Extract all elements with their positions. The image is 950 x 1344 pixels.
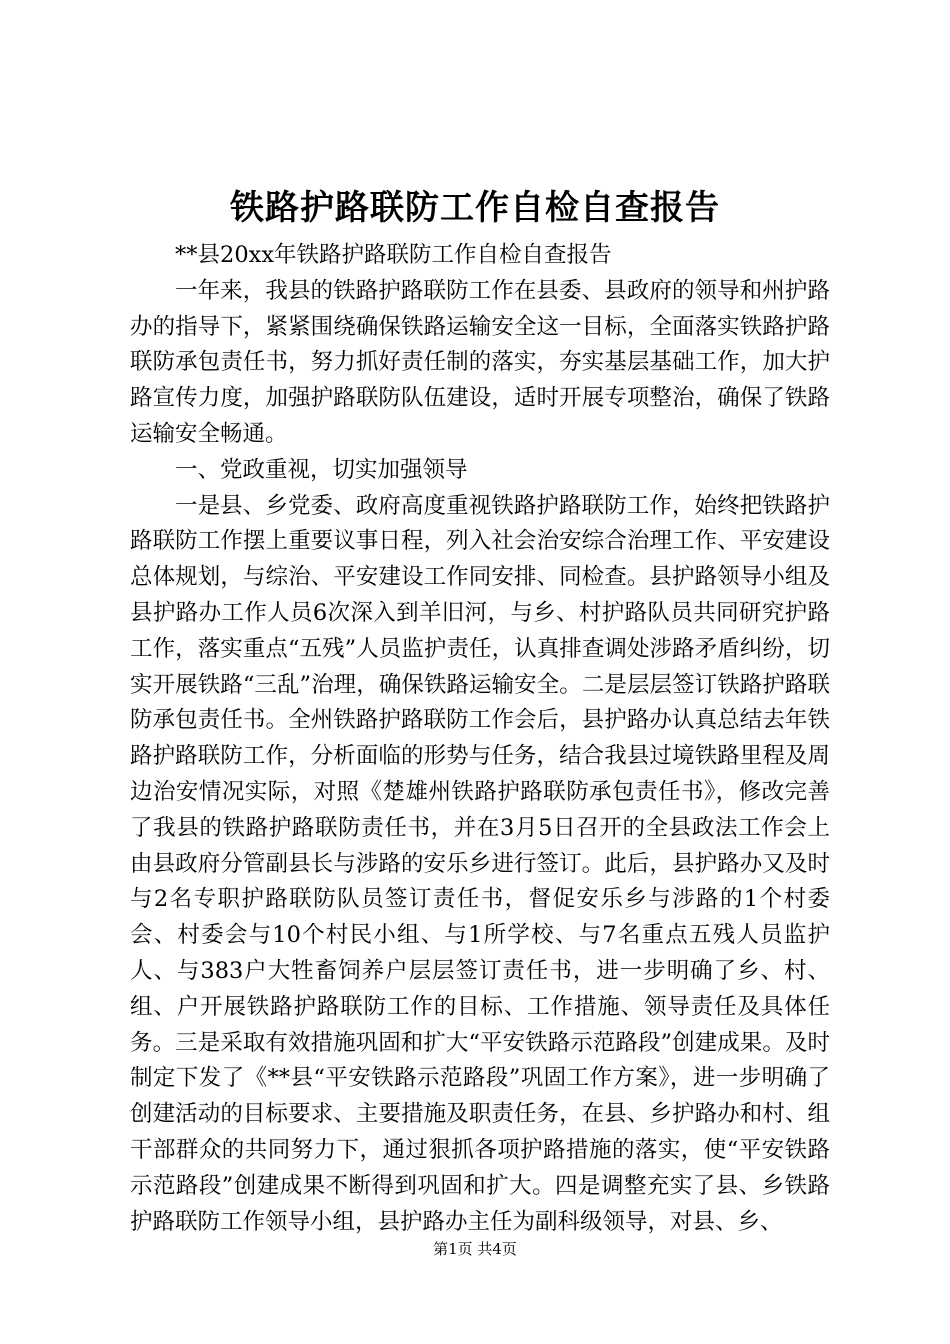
paragraph-section-1: 一是县、乡党委、政府高度重视铁路护路联防工作，始终把铁路护路联防工作摆上重要议事日程，列入社会治安综合治理工作、平安建设总体规划，与综治、平安建设工作同安排、同检查。县护路领导小组及县护路办工作人员6次深入到羊旧河，与乡、村护路队员共同研究护路工作，落实重点“五残”人员监护责任，认真排查调处涉路矛盾纠纷，切实开展铁路“三乱”治理，确保铁路运输安全。二是层层签订铁路护路联防承包责任书。全州铁路护路联防工作会后，县护路办认真总结去年铁路护路联防工作，分析面临的形势与任务，结合我县过境铁路里程及周边治安情况实际，对照《楚雄州铁路护路联防承包责任书》，修改完善了我县的铁路护路联防责任书，并在3月5日召开的全县政法工作会上由县政府分管副县长与涉路的安乐乡进行签订。此后，县护路办又及时与2名专职护路联防队员签订责任书，督促安乐乡与涉路的1个村委会、村委会与10个村民小组、与1所学校、与7名重点五残人员监护人、与383户大牲畜饲养户层层签订责任书，进一步明确了乡、村、组、户开展铁路护路联防工作的目标、工作措施、领导责任及具体任务。三是采取有效措施巩固和扩大“平安铁路示范路段”创建成果。及时制定下发了《**县“平安铁路示范路段”巩固工作方案》，进一步明确了创建活动的目标要求、主要措施及职责任务，在县、乡护路办和村、组干部群众的共同努力下，通过狠抓各项护路措施的落实，使“平安铁路示范路段”创建成果不断得到巩固和扩大。四是调整充实了县、乡铁路护路联防工作领导小组，县护路办主任为副科级领导，对县、乡、	[130, 492, 830, 1235]
section-heading-1: 一、党政重视，切实加强领导	[175, 456, 468, 483]
page-number: 第1页 共4页	[433, 1240, 517, 1258]
document-subtitle: **县20xx年铁路护路联防工作自检自查报告	[175, 242, 612, 268]
document-body	[130, 238, 830, 1240]
document-title: 铁路护路联防工作自检自查报告	[230, 188, 720, 228]
paragraph-intro: 一年来，我县的铁路护路联防工作在县委、县政府的领导和州护路办的指导下，紧紧围绕确保铁路运输安全这一目标，全面落实铁路护路联防承包责任书，努力抓好责任制的落实，夯实基层基础工作，加大护路宣传力度，加强护路联防队伍建设，适时开展专项整治，确保了铁路运输安全畅通。	[130, 277, 830, 447]
